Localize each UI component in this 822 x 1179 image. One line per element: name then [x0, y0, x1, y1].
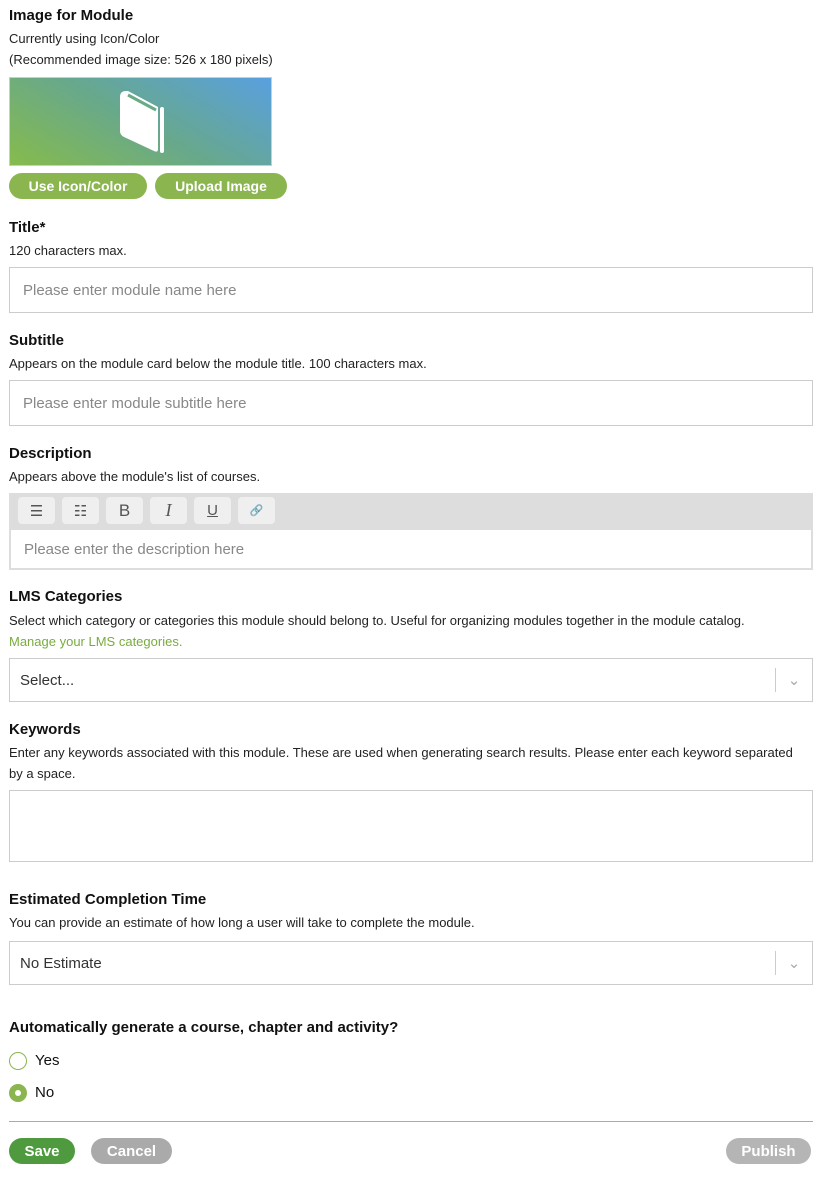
- numbered-list-icon[interactable]: ☷: [62, 497, 99, 524]
- keywords-label: Keywords: [9, 721, 81, 738]
- module-image-preview: [9, 77, 272, 166]
- categories-help: Select which category or categories this module should belong to. Useful for organizing modules together in the module catalog.: [9, 613, 745, 628]
- manage-categories-link[interactable]: Manage your LMS categories.: [9, 634, 183, 649]
- image-recommend: (Recommended image size: 526 x 180 pixels): [9, 52, 273, 67]
- link-icon[interactable]: 🔗: [238, 497, 275, 524]
- bold-icon[interactable]: B: [106, 497, 143, 524]
- completion-select[interactable]: [9, 941, 813, 985]
- image-heading: Image for Module: [9, 7, 134, 24]
- title-input[interactable]: Please enter module name here: [9, 267, 813, 313]
- radio-yes-label: Yes: [35, 1052, 60, 1069]
- description-editor[interactable]: Please enter the description here: [9, 528, 813, 570]
- italic-icon[interactable]: I: [150, 497, 187, 524]
- completion-value: No Estimate: [20, 954, 102, 972]
- upload-image-button[interactable]: Upload Image: [155, 173, 287, 199]
- underline-icon[interactable]: U: [194, 497, 231, 524]
- bullet-list-icon[interactable]: ☰: [18, 497, 55, 524]
- divider: [9, 1121, 813, 1122]
- radio-yes[interactable]: [9, 1052, 27, 1070]
- cancel-button[interactable]: Cancel: [91, 1138, 172, 1164]
- chevron-down-icon: ⌄: [787, 955, 801, 972]
- title-label: Title: [9, 219, 40, 236]
- subtitle-help: Appears on the module card below the module title. 100 characters max.: [9, 356, 427, 371]
- completion-help: You can provide an estimate of how long a user will take to complete the module.: [9, 915, 475, 930]
- required-marker: *: [39, 219, 46, 236]
- use-icon-color-button[interactable]: Use Icon/Color: [9, 173, 147, 199]
- radio-no-label: No: [35, 1084, 55, 1101]
- description-label: Description: [9, 445, 92, 462]
- subtitle-label: Subtitle: [9, 332, 64, 349]
- title-help: 120 characters max.: [9, 243, 127, 258]
- categories-label: LMS Categories: [9, 588, 123, 605]
- editor-toolbar: [9, 493, 813, 529]
- categories-value: Select...: [20, 671, 75, 689]
- keywords-help: Enter any keywords associated with this module. These are used when generating search results. Please enter each keyword separated by a space.: [9, 745, 793, 781]
- completion-label: Estimated Completion Time: [9, 891, 207, 908]
- image-current: Currently using Icon/Color: [9, 31, 160, 46]
- book-icon: [116, 89, 166, 155]
- description-help: Appears above the module's list of courses.: [9, 469, 261, 484]
- chevron-down-icon: ⌄: [787, 672, 801, 689]
- radio-no[interactable]: [9, 1084, 27, 1102]
- subtitle-input[interactable]: Please enter module subtitle here: [9, 380, 813, 426]
- keywords-textarea[interactable]: [9, 790, 813, 862]
- categories-select[interactable]: [9, 658, 813, 702]
- publish-button[interactable]: Publish: [726, 1138, 811, 1164]
- autogen-question: Automatically generate a course, chapter and activity?: [9, 1019, 399, 1036]
- save-button[interactable]: Save: [9, 1138, 75, 1164]
